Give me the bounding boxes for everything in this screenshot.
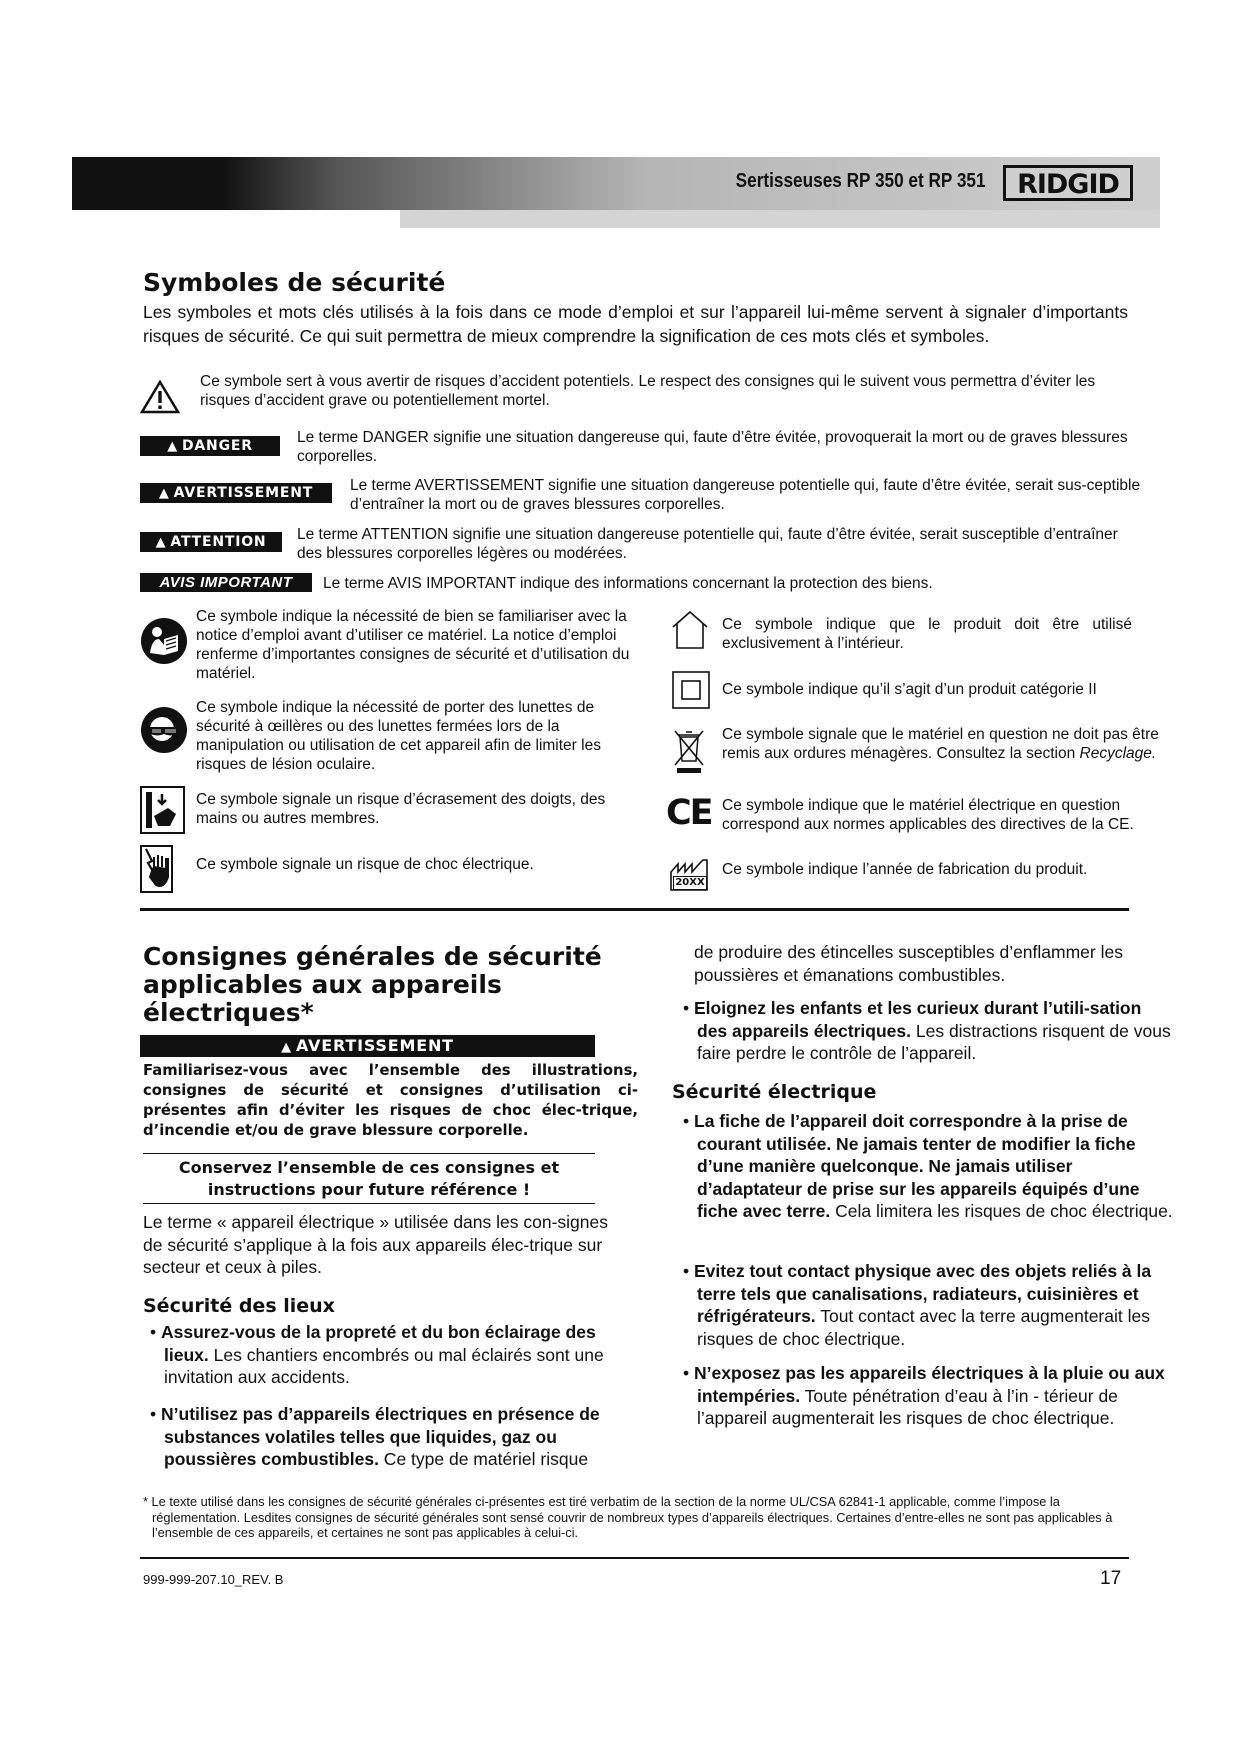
general-warning-tag [140, 1035, 595, 1057]
notice-text: Le terme AVIS IMPORTANT indique des informations concernant la protection des biens. [323, 575, 933, 592]
workplace-item-1-bold: Assurez-vous de la propreté et du bon éclairage des lieux. [161, 1322, 596, 1365]
electrical-item-3: • N’exposez pas les appareils électriques à la pluie ou aux intempéries. Toute pénétration d’eau à l’in - térieur de l’appareil augmenterait les risques de choc électrique. [683, 1363, 1165, 1428]
general-warning-label: AVERTISSEMENT [295, 1036, 454, 1055]
indoor-use-icon [670, 610, 710, 650]
warning-triangle-icon: ▲ [281, 1040, 292, 1055]
footer-rule [140, 1557, 1129, 1559]
warning-tag-label: AVERTISSEMENT [173, 485, 314, 501]
workplace-item-1: • Assurez-vous de la propreté et du bon éclairage des lieux. Les chantiers encombrés ou mal éclairés sont une invitation aux accidents. [150, 1322, 604, 1387]
workplace-continuation: de produire des étincelles susceptibles d’enflammer les poussières et émanations combustibles. [694, 942, 1123, 985]
danger-tag [140, 436, 280, 456]
electrical-item-1-bold: La fiche de l’appareil doit correspondre à la prise de courant utilisée. Ne jamais tenter de modifier la fiche d’une manière quelconque. Ne jamais utiliser d’adaptateur de prise sur les appareils équipés d’une fiche avec terre. [694, 1111, 1140, 1221]
symbols-intro: Les symboles et mots clés utilisés à la fois dans ce mode d’emploi et sur l’appareil lui-même servent à signaler d’importants risques de sécurité. Ce qui suit permettra de mieux comprendre la signification de ces mots clés et symboles. [143, 302, 1128, 346]
alert-symbol-text: Ce symbole sert à vous avertir de risques d’accident potentiels. Le respect des consignes qui le suivent vous permettra d’éviter les risques d’accident grave ou potentiellement mortel. [200, 373, 1096, 409]
class-ii-text: Ce symbole indique qu’il s’agit d’un produit catégorie II [722, 681, 1097, 698]
caution-tag-label: ATTENTION [170, 534, 267, 550]
workplace-item-3: • Eloignez les enfants et les curieux durant l’utili-sation des appareils électriques. Les distractions risquent de vous faire perdre le contrôle de l’appareil. [683, 998, 1171, 1063]
class-ii-icon [672, 671, 710, 709]
workplace-item-3-text: Les distractions risquent de vous faire perdre le contrôle de l’appareil. [697, 1020, 1171, 1063]
crush-hazard-icon [140, 786, 185, 834]
manufacture-year-label: 20XX [673, 876, 707, 890]
caution-text: Le terme ATTENTION signifie une situation dangereuse potentielle qui, faute d’être évitée, serait susceptible d’entraîner des blessures corporelles légères ou modérées. [297, 526, 1118, 562]
warning-text: Le terme AVERTISSEMENT signifie une situation dangereuse potentielle qui, faute d’être évitée, serait sus-ceptible d’entraîner la mort ou de graves blessures corporelles. [350, 477, 1141, 513]
danger-text: Le terme DANGER signifie une situation dangereuse qui, faute d’être évitée, provoquerait la mort ou de graves blessures corporelles. [297, 429, 1128, 465]
ridgid-logo [1003, 163, 1133, 203]
workplace-item-2-text: Ce type de matériel risque [378, 1449, 589, 1469]
general-warning-text: Familiarisez-vous avec l’ensemble des illustrations, consignes de sécurité et consignes d’utilisation ci-présentes afin d’éviter les risques de choc élec-trique, d’incendie et/ou de grave blessure corporelle. [143, 1062, 638, 1139]
electrical-item-2: • Evitez tout contact physique avec des objets reliés à la terre tels que canalisations, radiateurs, cuisinières et réfrigérateurs. Tout contact avec la terre augmenterait les risques de choc électrique. [683, 1261, 1152, 1349]
ce-mark-text: Ce symbole indique que le matériel électrique en question correspond aux normes applicables des directives de la CE. [722, 797, 1134, 833]
electrical-item-2-bold: Evitez tout contact physique avec des objets reliés à la terre tels que canalisations, radiateurs, cuisinières et réfrigérateurs. [694, 1261, 1152, 1326]
section-divider [140, 908, 1129, 911]
safety-glasses-text: Ce symbole indique la nécessité de porter des lunettes de sécurité à œillères ou des lunettes fermées lors de la manipulation ou utilisation de cet appareil afin de limiter les risques de lésion oculaire. [196, 699, 601, 773]
electrical-item-3-text: Toute pénétration d’eau à l’in - térieur de l’appareil augmenterait les risques de choc électrique. [697, 1385, 1118, 1428]
electric-shock-text: Ce symbole signale un risque de choc électrique. [196, 856, 534, 873]
workplace-item-1-text: Les chantiers encombrés ou mal éclairés sont une invitation aux accidents. [164, 1344, 604, 1387]
notice-tag: AVIS IMPORTANT [140, 573, 312, 592]
indoor-use-text: Ce symbole indique que le produit doit être utilisé exclusivement à l’intérieur. [722, 616, 1132, 652]
ce-mark-icon: CE [666, 793, 712, 833]
crush-hazard-text: Ce symbole signale un risque d’écrasement des doigts, des mains ou autres membres. [196, 791, 606, 827]
warning-triangle-icon: ▲ [155, 535, 167, 550]
read-manual-text: Ce symbole indique la nécessité de bien se familiariser avec la notice d’emploi avant d’utiliser ce matériel. La notice d’emploi renferme d’importantes consignes de sécurité et d’utilisation du matériel. [196, 608, 630, 682]
section-title-general: Consignes générales de sécurité applicables aux appareils électriques* [143, 942, 602, 1027]
weee-bin-text [722, 725, 1172, 763]
safety-glasses-icon [140, 706, 188, 754]
warning-triangle-icon [140, 380, 180, 414]
manufacture-year-icon [669, 858, 709, 892]
term-definition: Le terme « appareil électrique » utilisée dans les con-signes de sécurité s’applique à la fois aux appareils élec-trique sur secteur et ceux à piles. [143, 1212, 608, 1277]
workplace-item-3-bold: Eloignez les enfants et les curieux durant l’utili-sation des appareils électriques. [694, 998, 1142, 1041]
electrical-safety-title: Sécurité électrique [672, 1081, 877, 1103]
keep-instructions-box [143, 1153, 595, 1204]
danger-tag-label: DANGER [182, 438, 253, 454]
workplace-safety-title: Sécurité des lieux [143, 1295, 335, 1317]
electrical-item-3-bold: N’exposez pas les appareils électriques à la pluie ou aux intempéries. [694, 1363, 1165, 1406]
warning-triangle-icon: ▲ [158, 486, 170, 501]
warning-tag [140, 483, 332, 503]
workplace-item-2: • N’utilisez pas d’appareils électriques en présence de substances volatiles telles que liquides, gaz ou poussières combustibles. Ce type de matériel risque [150, 1404, 600, 1469]
keep-instructions-line1: Conservez l’ensemble de ces consignes et [178, 1158, 560, 1177]
warning-triangle-icon: ▲ [167, 439, 178, 454]
recycling-reference: Recyclage. [1079, 745, 1157, 762]
header-bar-black [72, 157, 222, 210]
caution-tag [140, 532, 282, 552]
weee-bin-text-main: Ce symbole signale que le matériel en question ne doit pas être remis aux ordures ménagères. Consultez la section [722, 726, 1159, 762]
svg-text:RIDGID: RIDGID [1017, 169, 1119, 200]
page-number: 17 [1100, 1568, 1122, 1589]
weee-bin-icon [673, 727, 705, 775]
header-bar-shadow [400, 210, 1160, 228]
electrical-item-1-text: Cela limitera les risques de choc électrique. [830, 1201, 1173, 1221]
footnote: * Le texte utilisé dans les consignes de sécurité générales ci-présentes est tiré verbatim de la section de la norme UL/CSA 62841-1 applicable, comme l’impose la réglementation. Lesdites consignes de sécurité générales sont sensé couvrir de nombreux types d’appareils électriques. Certaines d’entre-elles ne sont pas applicables à l’ensemble de ces appareils, et certaines ne sont pas applicables à celui-ci. [143, 1494, 1113, 1540]
workplace-item-2-bold: N’utilisez pas d’appareils électriques en présence de substances volatiles telles que liquides, gaz ou poussières combustibles. [161, 1404, 600, 1469]
header-title: Sertisseuses RP 350 et RP 351 [736, 170, 986, 192]
read-manual-icon [140, 617, 188, 665]
manufacture-year-text: Ce symbole indique l’année de fabrication du produit. [722, 861, 1088, 878]
section-title-symbols: Symboles de sécurité [143, 268, 446, 297]
electric-shock-icon [140, 845, 173, 893]
doc-number: 999-999-207.10_REV. B [143, 1572, 284, 1587]
electrical-item-2-text: Tout contact avec la terre augmenterait les risques de choc électrique. [697, 1306, 1150, 1349]
electrical-item-1: • La fiche de l’appareil doit correspondre à la prise de courant utilisée. Ne jamais tenter de modifier la fiche d’une manière quelconque. Ne jamais utiliser d’adaptateur de prise sur les appareils équipés d’une fiche avec terre. Cela limitera les risques de choc électrique. [683, 1111, 1173, 1221]
keep-instructions-line2: instructions pour future référence ! [207, 1180, 531, 1199]
